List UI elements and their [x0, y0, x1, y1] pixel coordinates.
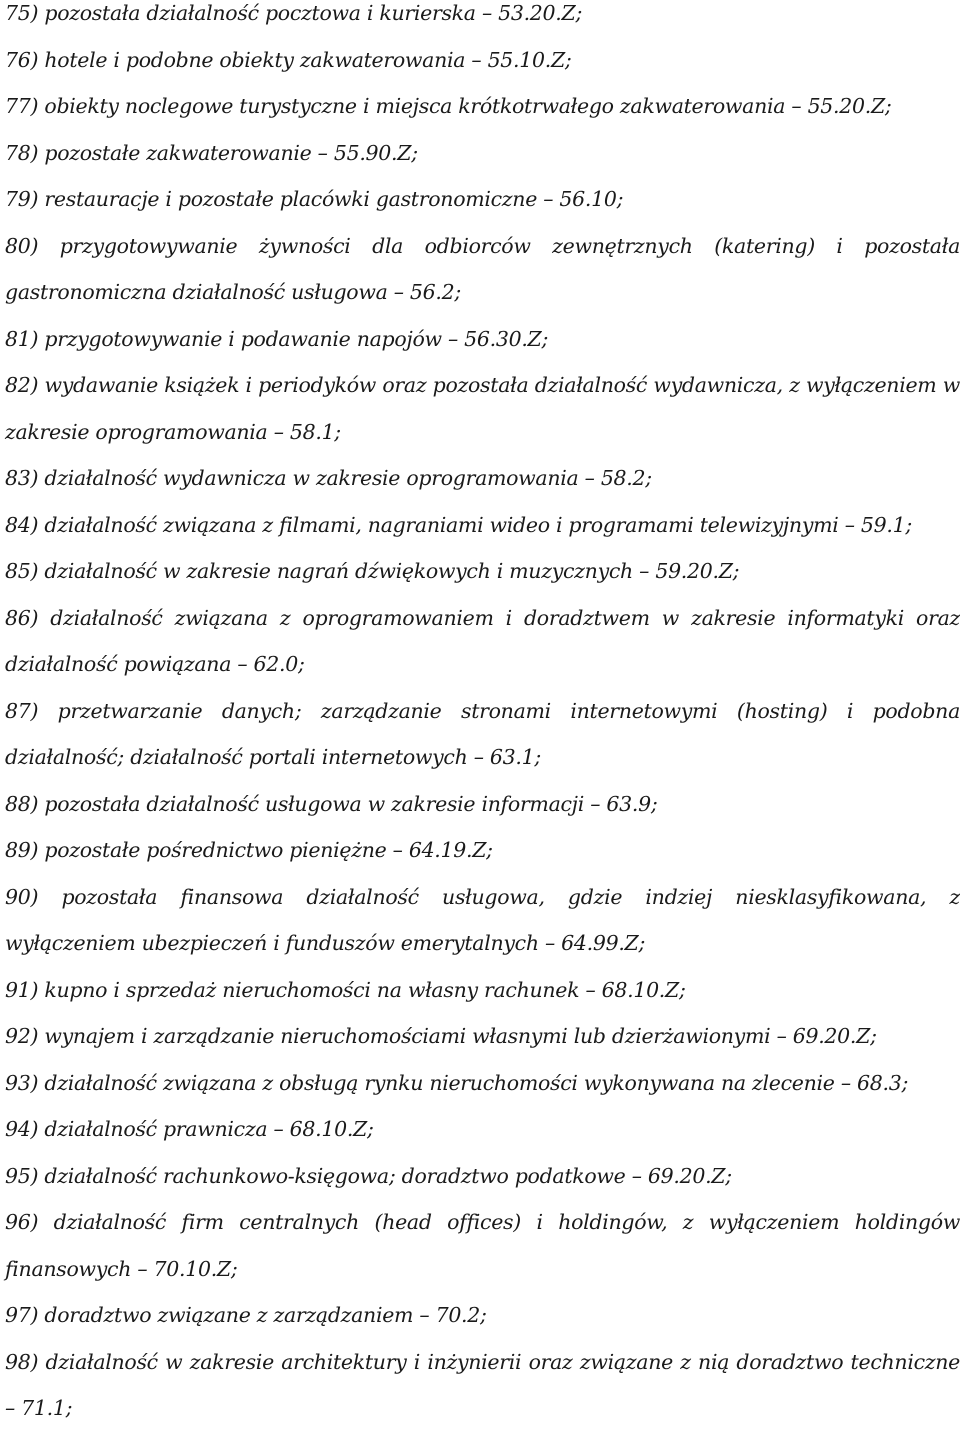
- list-item: 76) hotele i podobne obiekty zakwaterowania – 55.10.Z;: [5, 47, 572, 72]
- list-item: 82) wydawanie książek i periodyków oraz pozostała działalność wydawnicza, z wyłączeniem w zakresie oprogramowania – 58.1;: [5, 373, 960, 444]
- list-item: 97) doradztwo związane z zarządzaniem – 70.2;: [5, 1303, 487, 1327]
- list-item: 83) działalność wydawnicza w zakresie oprogramowania – 58.2;: [5, 466, 652, 490]
- list-item: 85) działalność w zakresie nagrań dźwiękowych i muzycznych – 59.20.Z;: [5, 559, 740, 583]
- list-item: 75) pozostała działalność pocztowa i kurierska – 53.20.Z;: [5, 1, 583, 25]
- list-item: 94) działalność prawnicza – 68.10.Z;: [5, 1117, 374, 1141]
- list-item: 86) działalność związana z oprogramowaniem i doradztwem w zakresie informatyki oraz działalność powiązana – 62.0;: [5, 605, 960, 676]
- activity-list: [5, 0, 960, 1432]
- list-item: 77) obiekty noclegowe turystyczne i miejsca krótkotrwałego zakwaterowania – 55.20.Z;: [5, 94, 892, 118]
- list-item: 90) pozostała finansowa działalność usługowa, gdzie indziej niesklasyfikowana, z wyłączeniem ubezpieczeń i funduszów emerytalnych – 64.99.Z;: [5, 884, 960, 955]
- list-item: 89) pozostałe pośrednictwo pieniężne – 64.19.Z;: [5, 838, 493, 862]
- list-item: 88) pozostała działalność usługowa w zakresie informacji – 63.9;: [5, 791, 658, 816]
- list-item: 80) przygotowywanie żywności dla odbiorców zewnętrznych (katering) i pozostała gastronomiczna działalność usługowa – 56.2;: [5, 233, 960, 304]
- list-item: 92) wynajem i zarządzanie nieruchomościami własnymi lub dzierżawionymi – 69.20.Z;: [5, 1024, 877, 1048]
- list-item: 78) pozostałe zakwaterowanie – 55.90.Z;: [5, 140, 418, 165]
- list-item: 81) przygotowywanie i podawanie napojów – 56.30.Z;: [5, 326, 549, 351]
- list-item: 95) działalność rachunkowo-księgowa; doradztwo podatkowe – 69.20.Z;: [5, 1163, 732, 1188]
- list-item: 93) działalność związana z obsługą rynku nieruchomości wykonywana na zlecenie – 68.3;: [5, 1070, 909, 1095]
- list-item: 87) przetwarzanie danych; zarządzanie stronami internetowymi (hosting) i podobna działalność; działalność portali internetowych – 63.1;: [5, 698, 960, 769]
- list-item: 96) działalność firm centralnych (head offices) i holdingów, z wyłączeniem holdingów finansowych – 70.10.Z;: [5, 1210, 960, 1281]
- list-item: 98) działalność w zakresie architektury i inżynierii oraz związane z nią doradztwo techniczne – 71.1;: [5, 1349, 960, 1420]
- list-item: 91) kupno i sprzedaż nieruchomości na własny rachunek – 68.10.Z;: [5, 977, 686, 1002]
- list-item: 79) restauracje i pozostałe placówki gastronomiczne – 56.10;: [5, 187, 624, 211]
- list-item: 84) działalność związana z filmami, nagraniami wideo i programami telewizyjnymi – 59.1;: [5, 512, 912, 537]
